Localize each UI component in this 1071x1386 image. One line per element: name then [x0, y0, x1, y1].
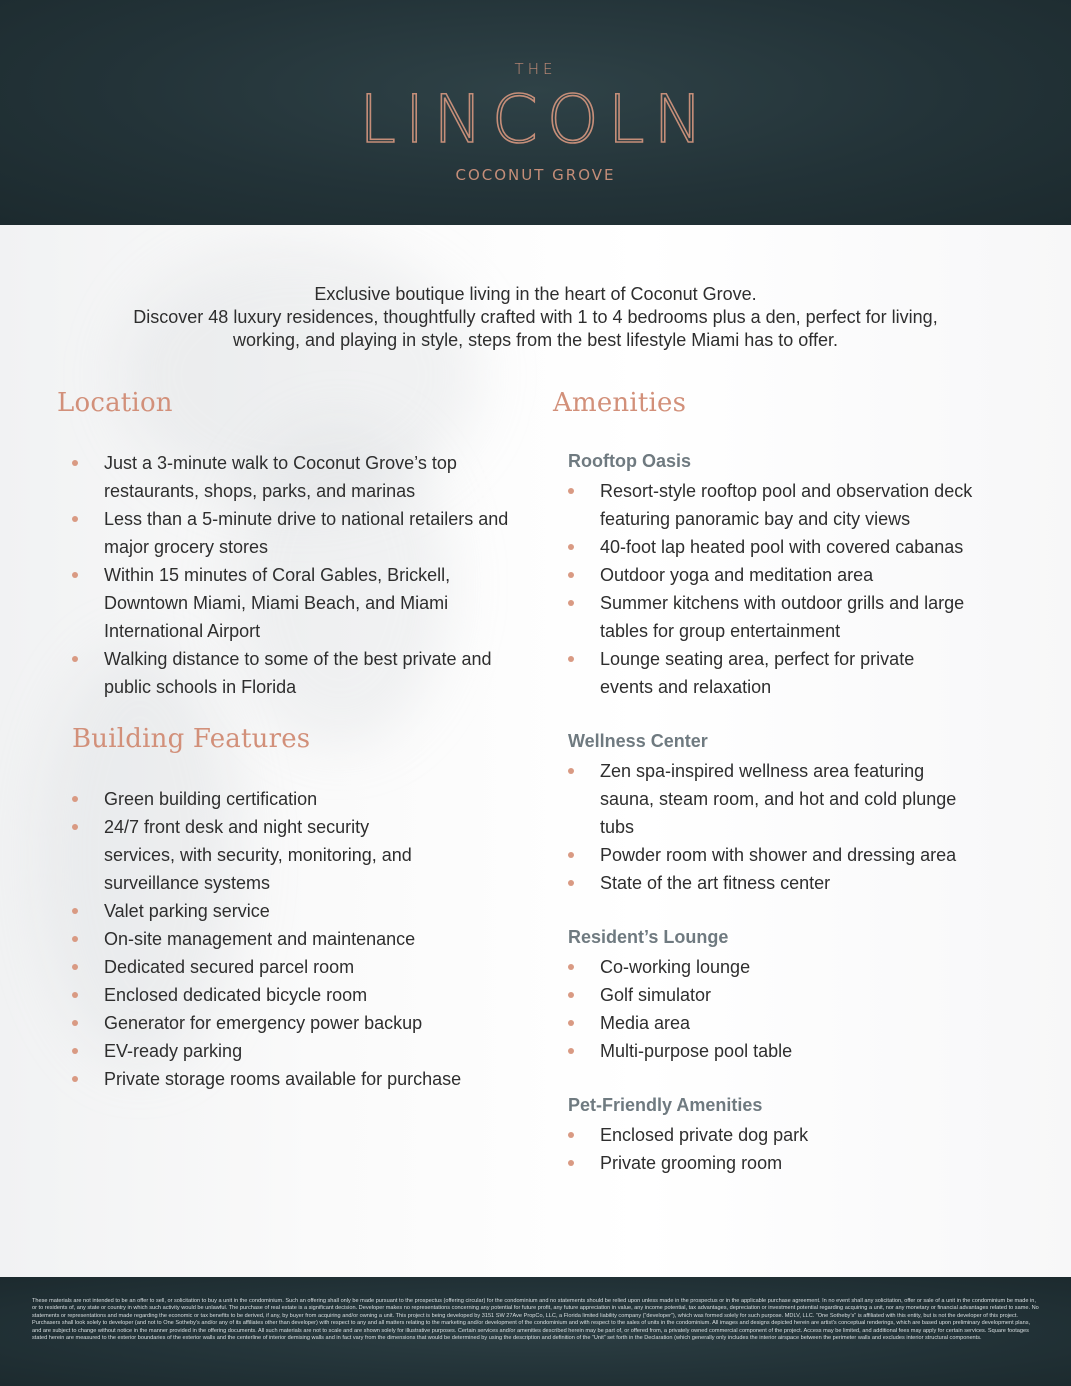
header-banner: [0, 0, 1071, 225]
bullet-icon: [72, 1048, 78, 1054]
bullet-icon: [72, 824, 78, 830]
list-item: Within 15 minutes of Coral Gables, Brickell, Downtown Miami, Miami Beach, and Miami International Airport: [72, 561, 522, 645]
list-item: Dedicated secured parcel room: [72, 953, 512, 981]
list-item: Generator for emergency power backup: [72, 1009, 512, 1037]
bullet-icon: [72, 516, 78, 522]
pet-friendly-heading: Pet-Friendly Amenities: [568, 1095, 763, 1115]
list-item: Just a 3-minute walk to Coconut Grove’s top restaurants, shops, parks, and marinas: [72, 449, 522, 505]
list-item: Less than a 5-minute drive to national retailers and major grocery stores: [72, 505, 522, 561]
building-features-list: [72, 785, 512, 1093]
amenities-title: Amenities: [553, 388, 687, 418]
logo-subtitle: COCONUT GROVE: [455, 166, 616, 184]
wellness-center-list: [568, 757, 1018, 897]
bullet-icon: [568, 544, 574, 550]
list-item: Golf simulator: [568, 981, 1018, 1009]
bullet-icon: [568, 852, 574, 858]
residents-lounge-list: [568, 953, 1018, 1065]
list-item: Multi-purpose pool table: [568, 1037, 1018, 1065]
bullet-icon: [568, 1160, 574, 1166]
disclaimer-text: These materials are not intended to be an offer to sell, or solicitation to buy a unit in the condominium. Such an offering shall only be made pursuant to the prospectus (offering circular) for the condominium and no statements should be relied upon unless made in the prospectus or in the applicable purchase agreement. In no event shall any solicitation, offer or sale of a unit in the condominium be made in, or to residents of, any state or country in which such activity would be unlawful. The purchase of real estate is a significant decision. Developer makes no representations concerning any potential for future profit, any future appreciation in value, any income potential, tax advantages, depreciation or investment potential regarding acquiring a unit, nor any monetary or financial advantages related to same. No statements or representations and made regarding the economic or tax benefits to be derived, if any, by buyer from acquiring and/or owning a unit. This project is being developed by 3151 SW 27Ave PropCo, LLC, a Florida limited liability company (“developer”), which was formed solely for such purpose. MDLV, LLC. “One Sotheby’s” is affiliated with this entity, but is not the developer of this project. Purchasers shall look solely to developer (and not to One Sotheby’s and/or any of its affiliates other than developer) with respect to any and all matters relating to the marketing and/or development of the condominium and with respect to the sales of units in the condominium. All images and designs depicted herein are artist’s conceptual renderings, which are based upon preliminary development plans, and are subject to change without notice in the manner provided in the offering documents. All such materials are not to scale and are shown solely for illustrative purposes. Certain services and/or amenities described herein may be part of, or offered from, a privately owned commercial component of the project. Access may be limited, and additional fees may apply for certain services. Square footages stated herein are measured to the exterior boundaries of the exterior walls and the centerline of interior demising walls and in fact vary from the dimensions that would be determined by using the description and definition of the “Unit” set forth in the Declaration (which generally only includes the interior airspace between the perimeter walls and excludes interior structural components.: [32, 1298, 1039, 1342]
list-item: Outdoor yoga and meditation area: [568, 561, 1018, 589]
list-item: Powder room with shower and dressing area: [568, 841, 1018, 869]
bullet-icon: [72, 572, 78, 578]
logo-the: THE: [514, 60, 557, 78]
list-item: State of the art fitness center: [568, 869, 1018, 897]
bullet-icon: [72, 992, 78, 998]
bullet-icon: [72, 796, 78, 802]
bullet-icon: [568, 880, 574, 886]
footer-disclaimer: [0, 1277, 1071, 1386]
content-area: [0, 225, 1071, 1277]
list-item: Valet parking service: [72, 897, 512, 925]
list-item: Walking distance to some of the best private and public schools in Florida: [72, 645, 522, 701]
list-item: Lounge seating area, perfect for private events and relaxation: [568, 645, 1018, 701]
list-item: Enclosed private dog park: [568, 1121, 1018, 1149]
bullet-icon: [72, 1076, 78, 1082]
intro-line-2: Discover 48 luxury residences, thoughtfully crafted with 1 to 4 bedrooms plus a den, perfect for living, working, and playing in style, steps from the best lifestyle Miami has to offer.: [133, 307, 938, 350]
rooftop-oasis-heading: Rooftop Oasis: [568, 451, 692, 471]
bullet-icon: [72, 964, 78, 970]
bullet-icon: [568, 1048, 574, 1054]
bullet-icon: [72, 908, 78, 914]
list-item: Co-working lounge: [568, 953, 1018, 981]
bullet-icon: [568, 656, 574, 662]
bullet-icon: [568, 1132, 574, 1138]
building-features-title: Building Features: [72, 724, 311, 754]
intro-line-1: Exclusive boutique living in the heart of Coconut Grove.: [314, 284, 757, 304]
intro-text: [60, 283, 1011, 352]
list-item: On-site management and maintenance: [72, 925, 512, 953]
bullet-icon: [568, 600, 574, 606]
bullet-icon: [72, 460, 78, 466]
list-item: 24/7 front desk and night security services, with security, monitoring, and surveillance systems: [72, 813, 512, 897]
list-item: Green building certification: [72, 785, 512, 813]
list-item: 40-foot lap heated pool with covered cabanas: [568, 533, 1018, 561]
bullet-icon: [72, 1020, 78, 1026]
residents-lounge-heading: Resident’s Lounge: [568, 927, 729, 947]
bullet-icon: [72, 936, 78, 942]
bullet-icon: [568, 964, 574, 970]
bullet-icon: [568, 1020, 574, 1026]
list-item: EV-ready parking: [72, 1037, 512, 1065]
bullet-icon: [568, 768, 574, 774]
logo-name: LINCOLN: [359, 81, 712, 158]
wellness-center-heading: Wellness Center: [568, 731, 708, 751]
rooftop-oasis-list: [568, 477, 1018, 701]
bullet-icon: [568, 992, 574, 998]
bullet-icon: [568, 488, 574, 494]
location-title: Location: [57, 388, 173, 418]
bullet-icon: [568, 572, 574, 578]
pet-friendly-list: [568, 1121, 1018, 1177]
location-list: [72, 449, 522, 701]
list-item: Summer kitchens with outdoor grills and large tables for group entertainment: [568, 589, 1018, 645]
list-item: Resort-style rooftop pool and observation deck featuring panoramic bay and city views: [568, 477, 1018, 533]
list-item: Private grooming room: [568, 1149, 1018, 1177]
bullet-icon: [72, 656, 78, 662]
list-item: Enclosed dedicated bicycle room: [72, 981, 512, 1009]
list-item: Media area: [568, 1009, 1018, 1037]
list-item: Private storage rooms available for purchase: [72, 1065, 512, 1093]
list-item: Zen spa-inspired wellness area featuring sauna, steam room, and hot and cold plunge tubs: [568, 757, 1018, 841]
